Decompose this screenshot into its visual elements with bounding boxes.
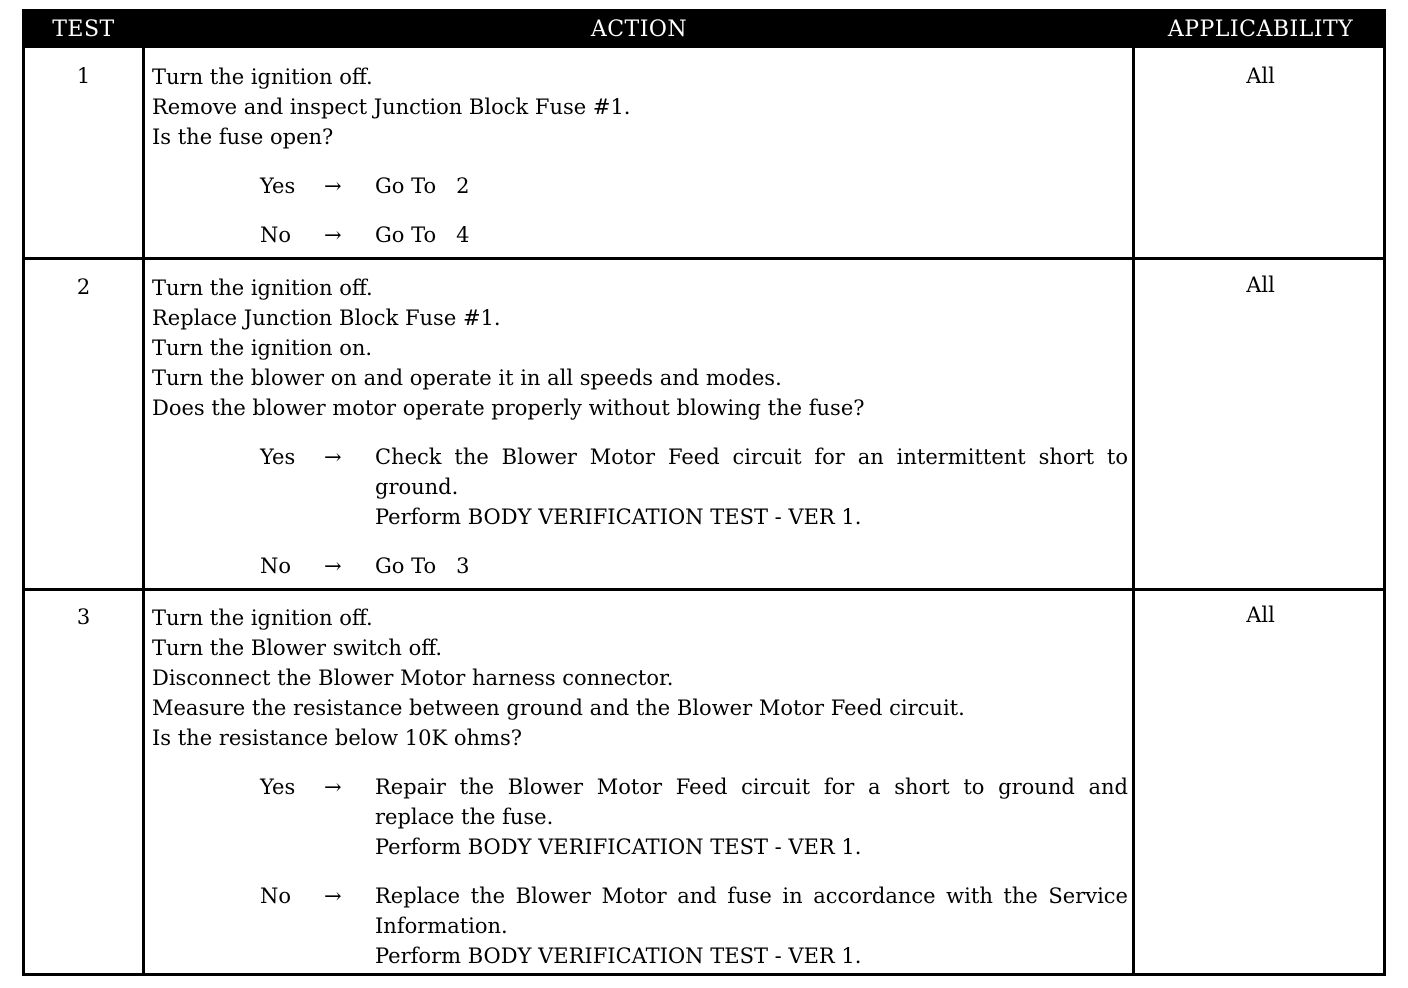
table-header bbox=[25, 12, 1383, 48]
step-1-3: Is the fuse open? bbox=[152, 125, 334, 149]
action-cell-3 bbox=[152, 603, 1128, 971]
yes-option-1 bbox=[152, 171, 1128, 201]
no-label: No bbox=[260, 554, 292, 578]
no-result-3-line-1: Replace the Blower Motor and fuse in accordance with the Service bbox=[375, 884, 1128, 908]
yes-label: Yes bbox=[260, 174, 296, 198]
header-test: TEST bbox=[52, 17, 115, 42]
no-option-2 bbox=[152, 551, 1128, 581]
test-number-2: 2 bbox=[76, 275, 91, 299]
yes-result-2-line-2: ground. bbox=[375, 475, 459, 499]
column-divider-applicability bbox=[1132, 48, 1135, 973]
arrow-icon: → bbox=[324, 775, 342, 799]
header-action: ACTION bbox=[590, 17, 688, 42]
step-2-5: Does the blower motor operate properly without blowing the fuse? bbox=[152, 396, 865, 420]
yes-option-3 bbox=[152, 772, 1128, 862]
step-1-2: Remove and inspect Junction Block Fuse #1. bbox=[152, 95, 631, 119]
column-divider-test bbox=[142, 48, 145, 973]
arrow-icon: → bbox=[324, 223, 342, 247]
no-option-1 bbox=[152, 220, 1128, 250]
step-1-1: Turn the ignition off. bbox=[152, 65, 373, 89]
yes-result-2-line-1: Check the Blower Motor Feed circuit for an intermittent short to bbox=[375, 445, 1128, 469]
arrow-icon: → bbox=[324, 445, 342, 469]
test-number-3: 3 bbox=[76, 605, 91, 629]
diagnostic-test-table bbox=[22, 9, 1386, 976]
applicability-1: All bbox=[1246, 64, 1275, 88]
no-label: No bbox=[260, 884, 292, 908]
header-applicability: APPLICABILITY bbox=[1167, 17, 1354, 42]
yes-label: Yes bbox=[260, 775, 296, 799]
step-3-1: Turn the ignition off. bbox=[152, 606, 373, 630]
step-3-4: Measure the resistance between ground and the Blower Motor Feed circuit. bbox=[152, 696, 965, 720]
step-3-3: Disconnect the Blower Motor harness connector. bbox=[152, 666, 674, 690]
action-cell-1 bbox=[152, 62, 1128, 250]
step-3-5: Is the resistance below 10K ohms? bbox=[152, 726, 522, 750]
test-number-1: 1 bbox=[76, 64, 91, 88]
applicability-2: All bbox=[1246, 273, 1275, 297]
yes-option-2 bbox=[152, 442, 1128, 532]
arrow-icon: → bbox=[324, 884, 342, 908]
no-result-2: Go To 3 bbox=[375, 554, 470, 578]
applicability-3: All bbox=[1246, 603, 1275, 627]
step-2-2: Replace Junction Block Fuse #1. bbox=[152, 306, 501, 330]
no-label: No bbox=[260, 223, 292, 247]
yes-result-2-line-3: Perform BODY VERIFICATION TEST - VER 1. bbox=[375, 505, 862, 529]
step-2-1: Turn the ignition off. bbox=[152, 276, 373, 300]
no-result-1: Go To 4 bbox=[375, 223, 470, 247]
yes-result-3-line-2: replace the fuse. bbox=[375, 805, 554, 829]
step-2-4: Turn the blower on and operate it in all speeds and modes. bbox=[152, 366, 782, 390]
no-result-3-line-3: Perform BODY VERIFICATION TEST - VER 1. bbox=[375, 944, 862, 968]
row-divider-1 bbox=[25, 257, 1383, 260]
action-cell-2 bbox=[152, 273, 1128, 581]
yes-label: Yes bbox=[260, 445, 296, 469]
no-result-3-line-2: Information. bbox=[375, 914, 508, 938]
arrow-icon: → bbox=[324, 174, 342, 198]
yes-result-3-line-1: Repair the Blower Motor Feed circuit for a short to ground and bbox=[375, 775, 1128, 799]
yes-result-3-line-3: Perform BODY VERIFICATION TEST - VER 1. bbox=[375, 835, 862, 859]
step-2-3: Turn the ignition on. bbox=[152, 336, 373, 360]
row-divider-2 bbox=[25, 588, 1383, 591]
arrow-icon: → bbox=[324, 554, 342, 578]
step-3-2: Turn the Blower switch off. bbox=[152, 636, 443, 660]
no-option-3 bbox=[152, 881, 1128, 971]
yes-result-1: Go To 2 bbox=[375, 174, 470, 198]
